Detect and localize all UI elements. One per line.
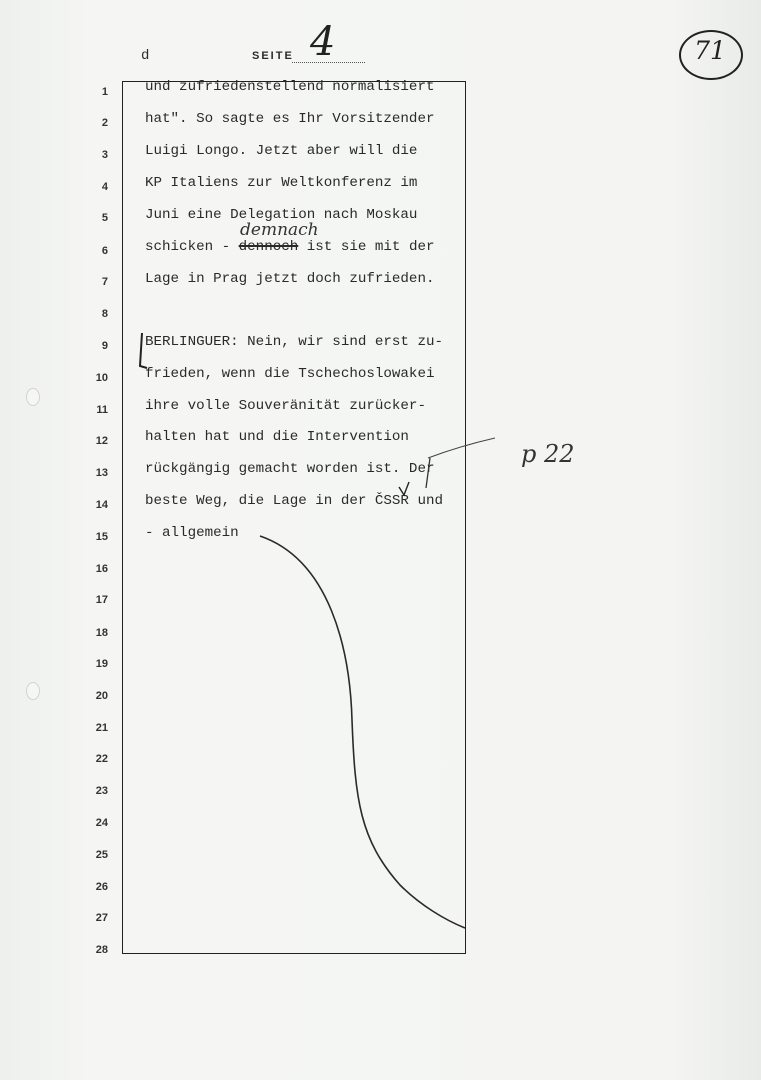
seite-label: SEITE — [252, 50, 294, 62]
text-line-10: frieden, wenn die Tschechoslowakei — [145, 366, 435, 382]
line-number: 5 — [101, 212, 108, 224]
line-number: 26 — [95, 881, 108, 893]
insertion-guide-line — [428, 438, 495, 458]
line-number: 6 — [101, 245, 108, 257]
line-number: 4 — [101, 181, 108, 193]
check-mark — [399, 482, 409, 495]
line-number: 10 — [95, 372, 108, 384]
margin-note: p 22 — [521, 440, 575, 468]
struck-word: dennoch — [238, 239, 299, 255]
text-line-6-end: ist sie mit der — [298, 239, 435, 255]
line-number: 19 — [95, 658, 108, 670]
text-line-3: Luigi Longo. Jetzt aber will die — [145, 143, 418, 159]
line-number: 11 — [96, 404, 108, 416]
line-number: 25 — [95, 849, 108, 861]
cancellation-curve — [260, 536, 465, 928]
text-line-5: Juni eine Delegation nach Moskau — [145, 207, 418, 223]
line-number: 15 — [95, 531, 108, 543]
text-line-15: - allgemein — [145, 525, 239, 541]
line-number: 28 — [95, 944, 108, 956]
text-line-4: KP Italiens zur Weltkonferenz im — [145, 175, 418, 191]
line-number: 1 — [101, 86, 108, 98]
line-number: 8 — [101, 308, 108, 320]
line-number: 17 — [95, 594, 108, 606]
handwritten-insertion: demnach — [240, 220, 319, 240]
line-number: 16 — [95, 563, 108, 575]
header-letter: d — [141, 48, 150, 64]
line-number: 18 — [95, 627, 108, 639]
line-number: 23 — [95, 785, 108, 797]
line-number: 3 — [101, 149, 108, 161]
line-number: 14 — [95, 499, 108, 511]
text-line-7: Lage in Prag jetzt doch zufrieden. — [145, 271, 435, 287]
line-number: 27 — [95, 912, 108, 924]
insertion-mark — [426, 458, 430, 488]
line-number: 22 — [95, 753, 108, 765]
line-number: 20 — [95, 690, 108, 702]
line-number: 24 — [95, 817, 108, 829]
text-line-6-start: schicken - — [145, 239, 239, 255]
text-line-13: rückgängig gemacht worden ist. Der — [145, 461, 435, 477]
text-line-12: halten hat und die Intervention — [145, 429, 409, 445]
text-line-9: BERLINGUER: Nein, wir sind erst zu- — [145, 334, 443, 350]
line-number: 9 — [101, 340, 108, 352]
paragraph-bracket — [140, 333, 147, 368]
line-number: 2 — [101, 117, 108, 129]
text-line-1: und zufriedenstellend normalisiert — [145, 79, 435, 95]
archive-number: 71 — [694, 36, 726, 65]
line-number: 13 — [95, 467, 108, 479]
line-number: 12 — [95, 435, 108, 447]
page-number: 4 — [310, 19, 336, 65]
line-number: 21 — [95, 722, 108, 734]
text-line-2: hat". So sagte es Ihr Vorsitzender — [145, 111, 435, 127]
text-line-11: ihre volle Souveränität zurücker- — [145, 398, 426, 414]
line-number: 7 — [101, 276, 108, 288]
text-line-14: beste Weg, die Lage in der ČSSR und — [145, 493, 443, 509]
